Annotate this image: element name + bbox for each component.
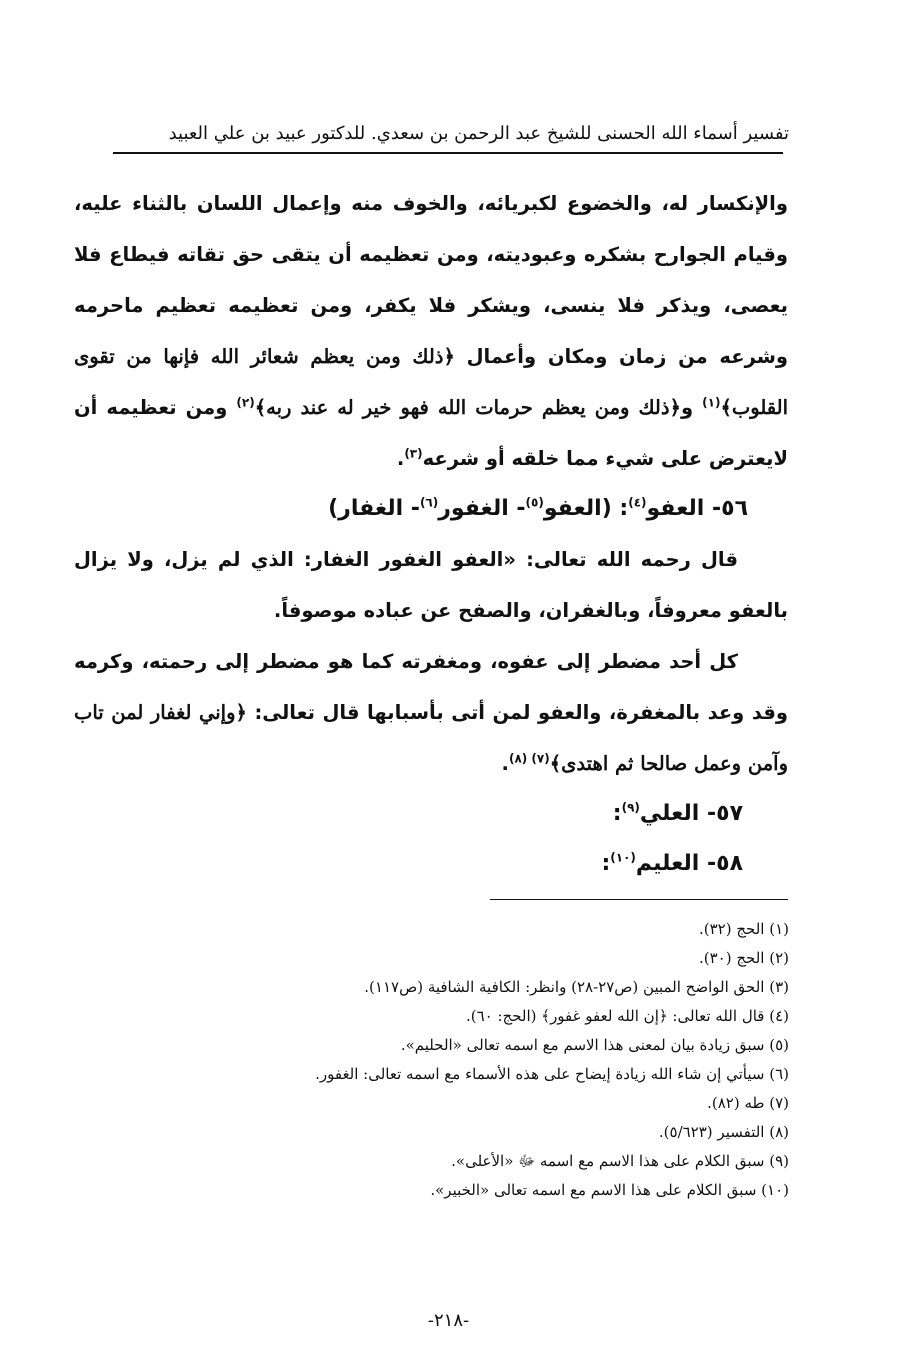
- footnote-6: (٦) سيأتي إن شاء الله زيادة إيضاح على هذه الأسماء مع اسمه تعالى: الغفور.: [315, 1065, 789, 1083]
- main-text: [74, 178, 788, 889]
- quran-verse-3: ﴿وإني لغفار لمن تاب وآمن وعمل صالحا ثم اهتدى﴾: [74, 701, 788, 775]
- paragraph-1-text-c: ومن تعظيمه أن لايعترض على شيء مما خلقه أو شرعه: [74, 396, 788, 470]
- heading-56-name: ٥٦- العفو: [646, 496, 748, 521]
- footnote-ref-3[interactable]: (٣): [404, 446, 423, 461]
- footnote-ref-5[interactable]: (٥): [525, 495, 544, 510]
- heading-56-text-c: - الغفار): [328, 496, 420, 521]
- footnote-2: (٢) الحج (٣٠).: [698, 949, 789, 967]
- running-header: تفسير أسماء الله الحسنى للشيخ عبد الرحمن بن سعدي. للدكتور عبيد بن علي العبيد: [168, 123, 789, 144]
- footnote-ref-7-8[interactable]: (٧) (٨): [508, 751, 550, 766]
- footnote-10: (١٠) سبق الكلام على هذا الاسم مع اسمه تعالى «الخبير».: [430, 1181, 789, 1199]
- footnotes-list: [189, 915, 789, 1205]
- heading-58-name: ٥٨- العليم: [635, 851, 743, 876]
- footnote-9: (٩) سبق الكلام على هذا الاسم مع اسمه ﷻ «الأعلى».: [451, 1152, 789, 1170]
- section-heading-58: [74, 839, 788, 889]
- footnote-divider: [490, 899, 788, 900]
- heading-56-text-a: : (العفو: [543, 496, 629, 521]
- quran-verse-2: ﴿ذلك ومن يعظم حرمات الله فهو خير له عند ربه﴾: [254, 396, 681, 419]
- footnote-8: (٨) التفسير (٥/٦٢٣).: [658, 1123, 789, 1141]
- paragraph-3-text-a: كل أحد مضطر إلى عفوه، ومغفرته كما هو مضطر إلى رحمته، وكرمه وقد وعد بالمغفرة، والعفو لمن أتى بأسبابها قال تعالى:: [74, 650, 788, 724]
- footnote-ref-2[interactable]: (٢): [236, 395, 255, 410]
- paragraph-1-text-a: والإنكسار له، والخضوع لكبريائه، والخوف منه وإعمال اللسان بالثناء عليه، وقيام الجوارح بشكره وعبوديته، ومن تعظيمه أن يتقى حق تقاته فيطاع فلا يعصى، ويذكر فلا ينسى، ويشكر فلا يكفر، ومن تعظيمه تعظيم ماحرمه وشرعه من زمان ومكان وأعمال: [74, 192, 789, 368]
- footnote-5: (٥) سبق زيادة بيان لمعنى هذا الاسم مع اسمه تعالى «الحليم».: [400, 1036, 789, 1054]
- paragraph-2: قال رحمه الله تعالى: «العفو الغفور الغفار: الذي لم يزل، ولا يزال بالعفو معروفاً، وبالغفران، والصفح عن عباده موصوفاً.: [74, 548, 788, 622]
- heading-56-text-b: - الغفور: [438, 496, 526, 521]
- heading-57-colon: :: [612, 801, 622, 826]
- footnote-3: (٣) الحق الواضح المبين (ص٢٧-٢٨) وانظر: الكافية الشافية (ص١١٧).: [364, 978, 789, 996]
- footnote-ref-6[interactable]: (٦): [419, 495, 439, 510]
- paragraph-1-text-b: و: [680, 396, 703, 419]
- paragraph-1: [74, 178, 788, 484]
- footnote-1: (١) الحج (٣٢).: [698, 920, 789, 938]
- paragraph-3-text-b: .: [501, 752, 509, 775]
- footnote-4: (٤) قال الله تعالى: ﴿إن الله لعفو غفور﴾ (الحج: ٦٠).: [465, 1007, 789, 1025]
- heading-57-name: ٥٧- العلي: [639, 801, 743, 826]
- section-heading-56: [74, 484, 788, 534]
- quran-verse-1: ﴿ذلك ومن يعظم شعائر الله فإنها من تقوى القلوب﴾: [74, 345, 789, 419]
- section-heading-57: [74, 789, 788, 839]
- footnote-ref-1[interactable]: (١): [702, 395, 721, 410]
- paragraph-3: [74, 636, 788, 789]
- header-divider: [113, 152, 783, 154]
- page-number: -٢١٨-: [427, 1310, 470, 1331]
- footnote-ref-10[interactable]: (١٠): [610, 850, 636, 865]
- footnote-ref-9[interactable]: (٩): [621, 800, 640, 815]
- footnote-7: (٧) طه (٨٢).: [707, 1094, 789, 1112]
- footnote-ref-4[interactable]: (٤): [628, 495, 647, 510]
- heading-58-colon: :: [601, 851, 611, 876]
- paragraph-1-text-d: .: [396, 447, 405, 470]
